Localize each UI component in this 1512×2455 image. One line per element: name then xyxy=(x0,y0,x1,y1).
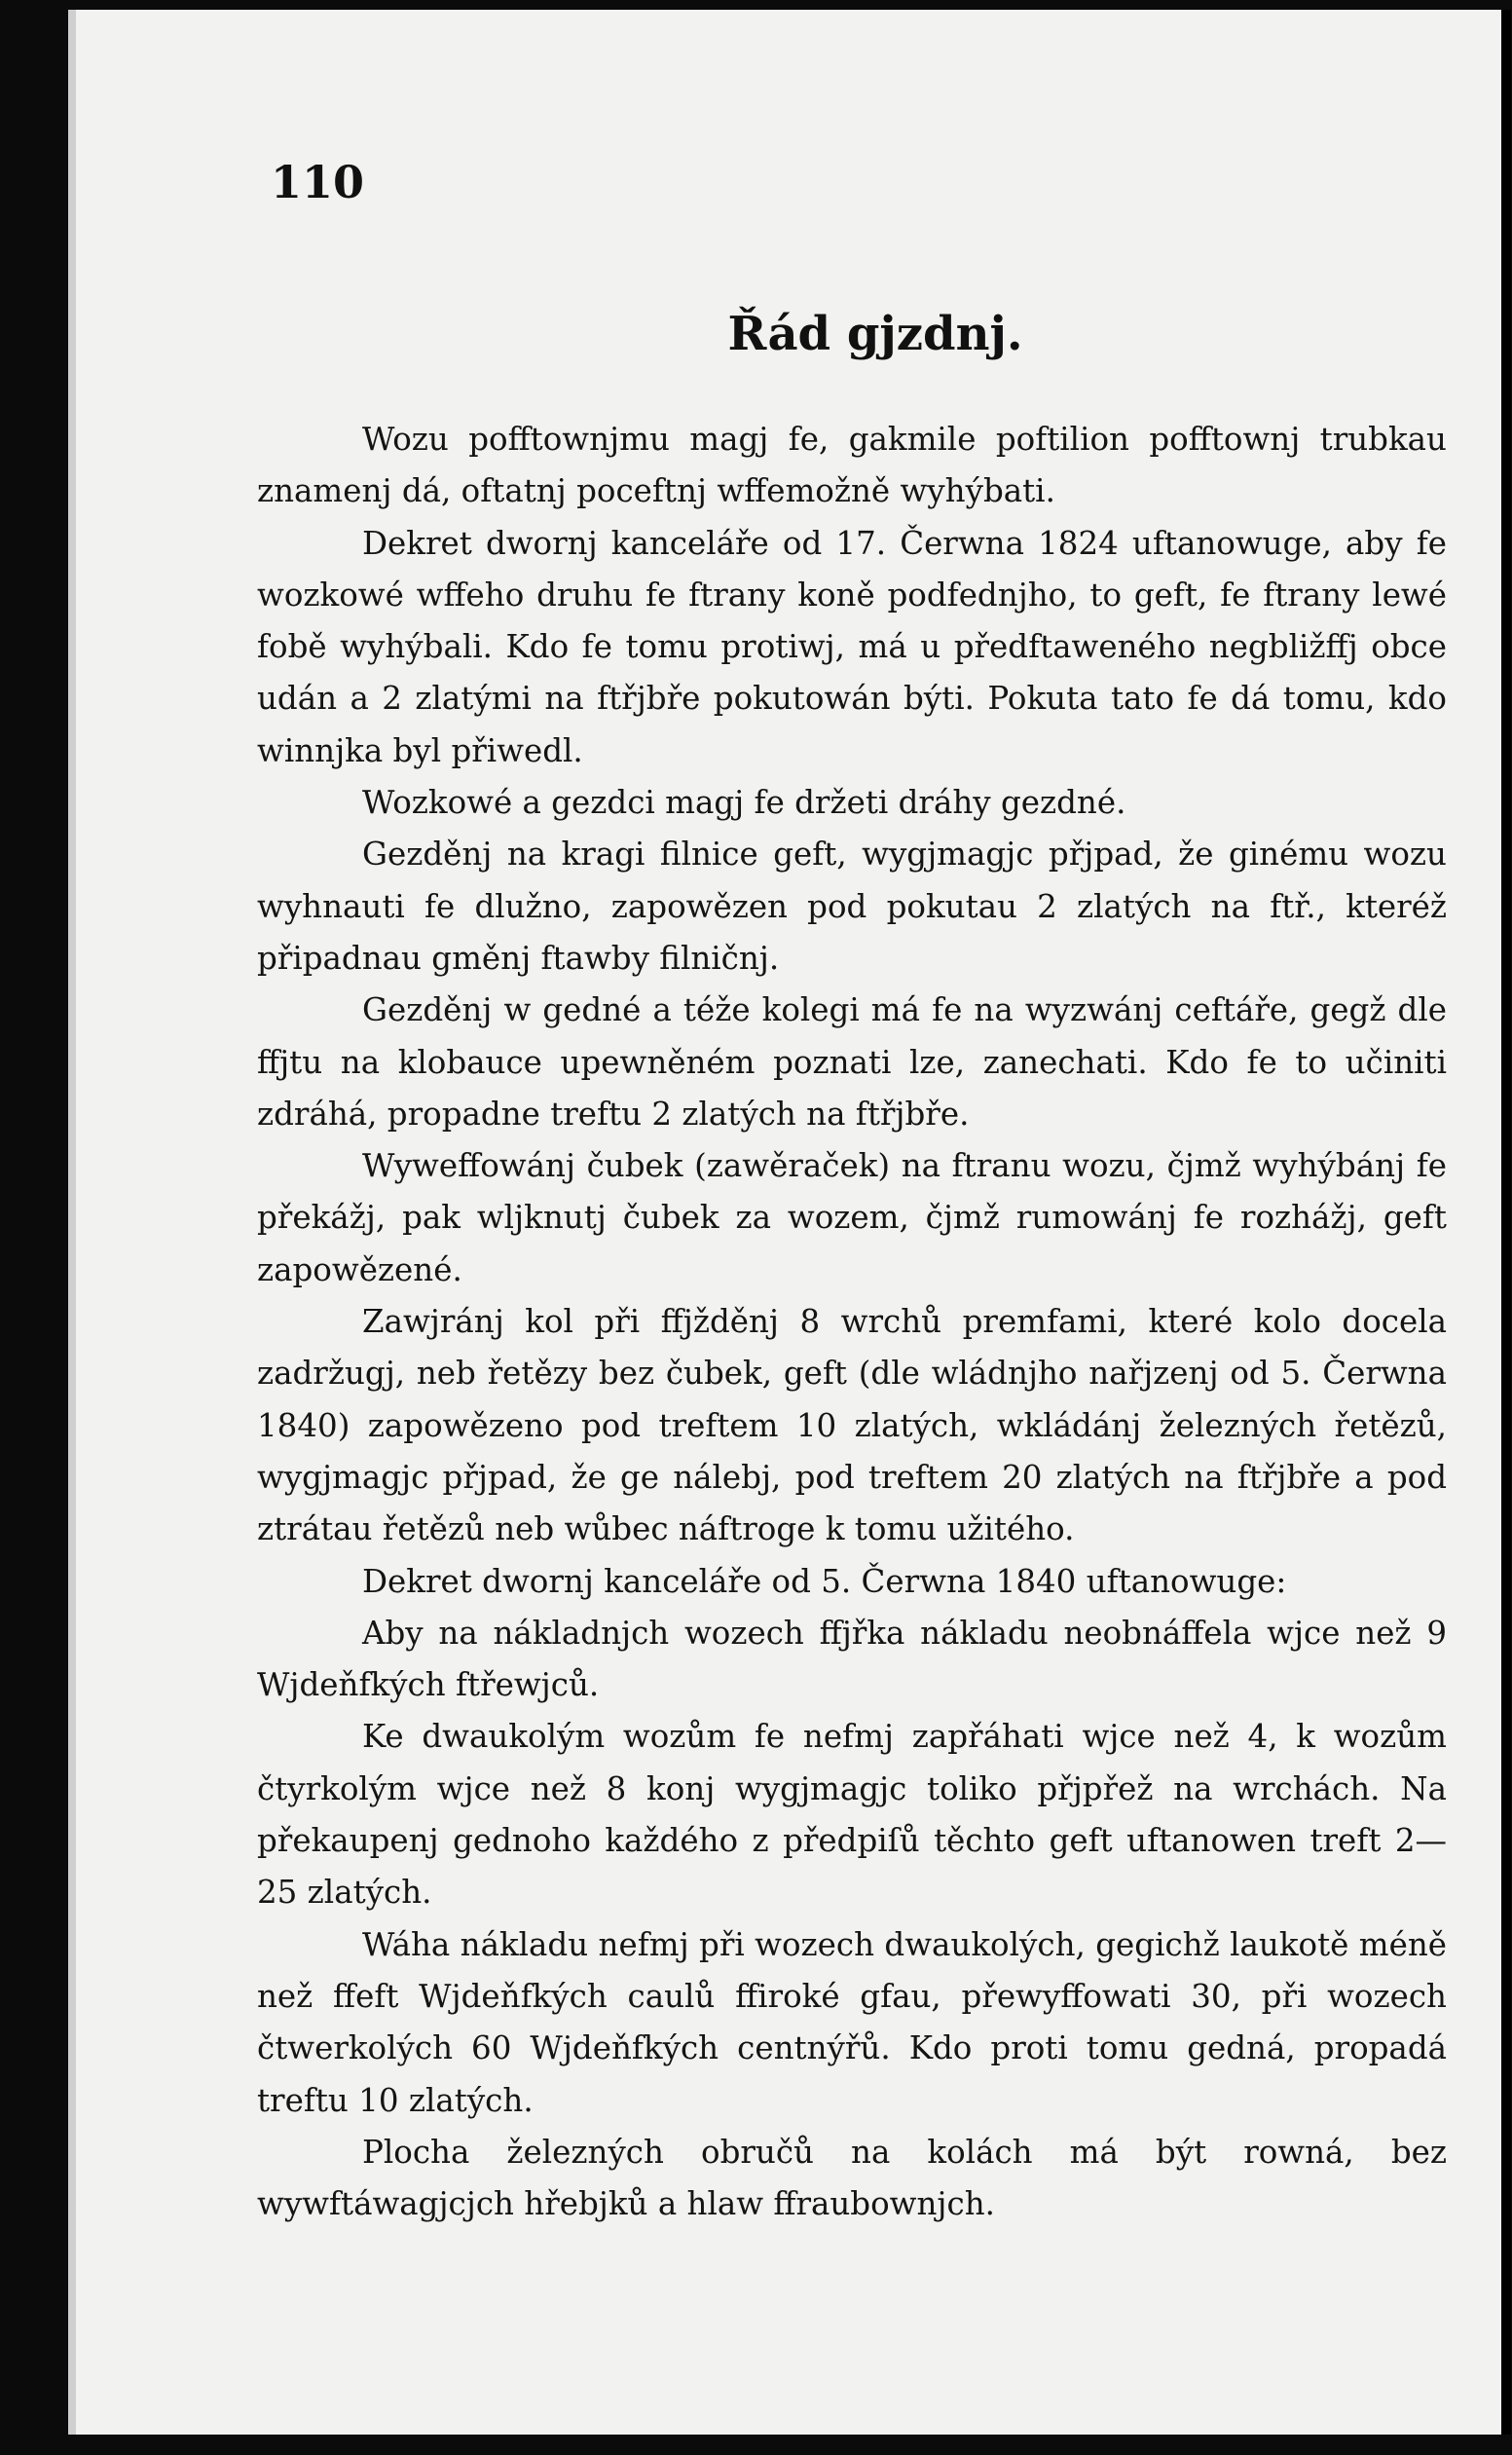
paragraph-2: Dekret dwornj kanceláře od 17. Čerwna 1824 uftanowuge, aby fe wozkowé wffeho druhu fe ftrany koně podfednjho, to geft, fe ftrany lewé fobě wyhýbali. Kdo fe tomu protiwj, má u předftaweného negbližffj obce udán a 2 zlatými na ftřjbře pokutowán býti. Pokuta tato fe dá tomu, kdo winnjka byl přiwedl. xyxy=(257,524,1447,769)
document-page xyxy=(68,10,1511,2435)
paragraph-3: Wozkowé a gezdci magj fe držeti dráhy gezdné. xyxy=(362,784,1126,822)
paragraph-11: Wáha nákladu nefmj při wozech dwaukolých, gegichž laukotě méně než ffeft Wjdeňfkých caulů ffiroké gfau, přewyffowati 30, při wozech čtwerkolých 60 Wjdeňfkých centnýřů. Kdo proti tomu gedná, propadá treftu 10 zlatých. xyxy=(257,1925,1447,2119)
section-heading: Řád gjzdnj. xyxy=(727,307,1023,361)
paragraph-1: Wozu pofftownjmu magj fe, gakmile poftilion pofftownj trubkau znamenj dá, oftatnj poceftnj wffemožně wyhýbati. xyxy=(257,421,1447,510)
paragraph-9: Aby na nákladnjch wozech ffjřka nákladu neobnáffela wjce než 9 Wjdeňfkých ftřewjců. xyxy=(257,1614,1447,1704)
scan-edge xyxy=(1501,10,1511,2435)
paragraph-10: Ke dwaukolým wozům fe nefmj zapřáhati wjce než 4, k wozům čtyrkolým wjce než 8 konj wygjmagjc toliko přjpřež na wrchách. Na překaupenj gednoho každého z předpiſů těchto geft uftanowen treft 2—25 zlatých. xyxy=(257,1718,1447,1912)
paragraph-7: Zawjránj kol při ffjžděnj 8 wrchů premfami, které kolo docela zadržugj, neb řetězy bez čubek, geft (dle wládnjho nařjzenj od 5. Čerwna 1840) zapowězeno pod treftem 10 zlatých, wkládánj železných řetězů, wygjmagjc přjpad, že ge nálebj, pod treftem 20 zlatých na ftřjbře a pod ztrátau řetězů neb wůbec náftroge k tomu užitého. xyxy=(257,1303,1447,1548)
paragraph-12: Plocha železných obručů na kolách má být rowná, bez wywftáwagjcjch hřebjků a hlaw ffraubownjch. xyxy=(257,2133,1447,2223)
paragraph-8: Dekret dwornj kanceláře od 5. Čerwna 1840 uftanowuge: xyxy=(362,1562,1287,1600)
paragraph-4: Gezděnj na kragi filnice geft, wygjmagjc přjpad, že ginému wozu wyhnauti fe dlužno, zapowězen pod pokutau 2 zlatých na ftř., kteréž připadnau gměnj ftawby filničnj. xyxy=(257,836,1447,977)
paragraph-6: Wyweffowánj čubek (zawěraček) na ftranu wozu, čjmž wyhýbánj fe překážj, pak wljknutj čubek za wozem, čjmž rumowánj fe rozhážj, geft zapowězené. xyxy=(257,1147,1447,1288)
paragraph-5: Gezděnj w gedné a téže kolegi má fe na wyzwánj ceftáře, gegž dle ffjtu na klobauce upewněném poznati lze, zanechati. Kdo fe to učiniti zdráhá, propadne treftu 2 zlatých na ftřjbře. xyxy=(257,991,1447,1133)
body-text xyxy=(257,414,1447,2230)
page-number: 110 xyxy=(271,156,365,208)
